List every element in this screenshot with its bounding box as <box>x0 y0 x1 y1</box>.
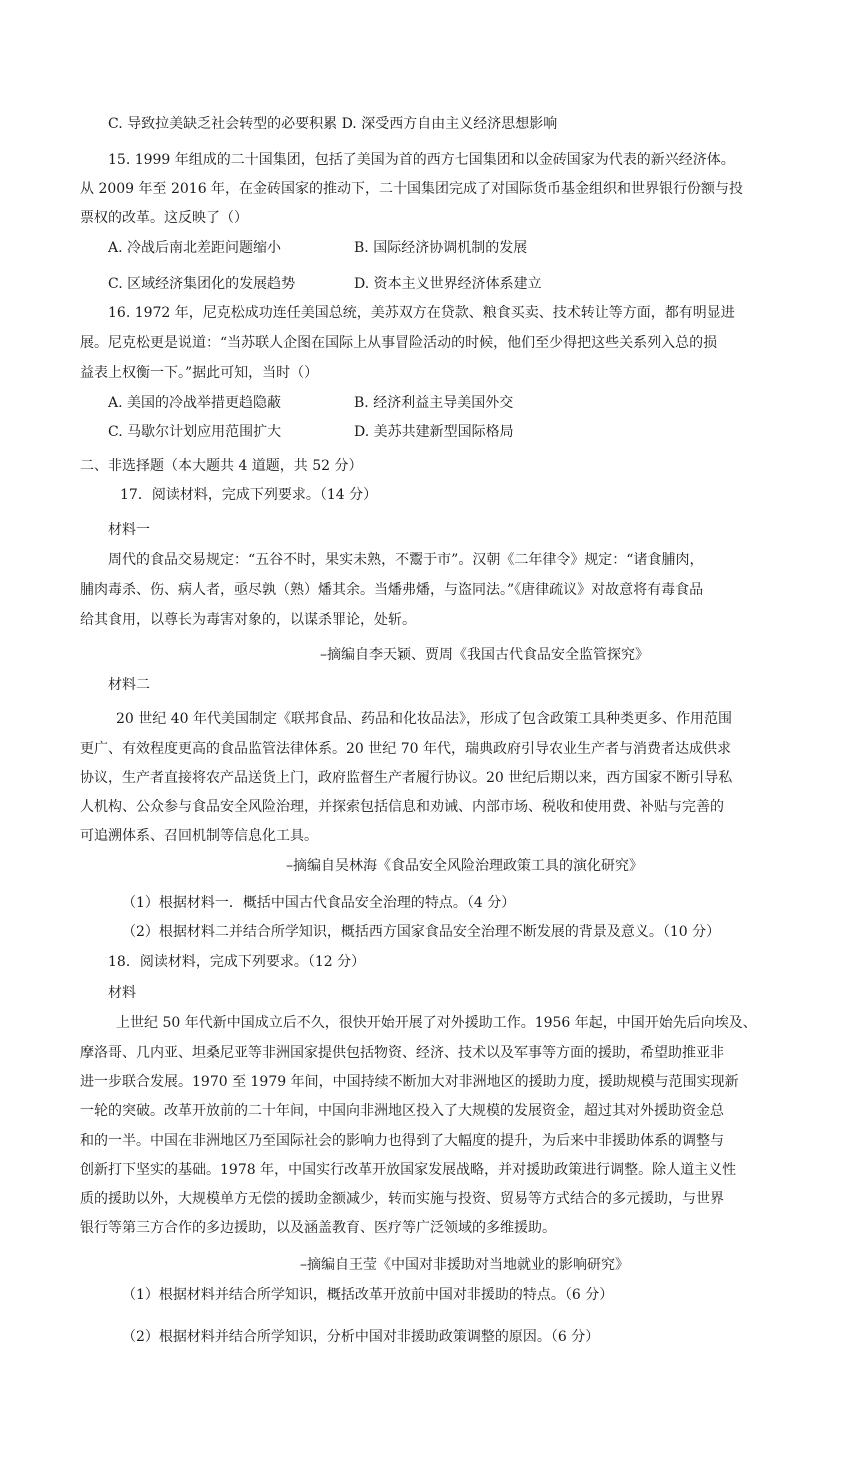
q17-material2-line-3: 协议，生产者直接将农产品送货上门，政府监督生产者履行协议。20 世纪后期以来，西方国家不断引导私 <box>80 770 733 786</box>
q18-material-line-8: 银行等第三方合作的多边援助，以及涵盖教育、医疗等广泛领域的多维援助。 <box>80 1220 556 1236</box>
q17-subquestion-1: （1）根据材料一．概括中国古代食品安全治理的特点。（4 分） <box>122 895 516 911</box>
q16-stem-line-1: 16. 1972 年，尼克松成功连任美国总统，美苏双方在贷款、粮食买卖、技术转让等方面，都有明显进 <box>108 305 735 321</box>
q17-material1-line-3: 给其食用，以尊长为毒害对象的，以谋杀罪论，处斩。 <box>80 612 416 628</box>
q18-material-line-3: 进一步联合发展。1970 至 1979 年间，中国持续不断加大对非洲地区的援助力度，援助规模与范围实现新 <box>80 1074 739 1090</box>
q18-prompt: 18．阅读材料，完成下列要求。（12 分） <box>108 954 366 970</box>
section-2-heading: 二、非选择题（本大题共 4 道题，共 52 分） <box>80 458 363 474</box>
q17-material1-source: –摘编自李天颖、贾周《我国古代食品安全监管探究》 <box>320 647 649 663</box>
q18-material-line-5: 和的一半。中国在非洲地区乃至国际社会的影响力也得到了大幅度的提升，为后来中非援助体系的调整与 <box>80 1133 724 1149</box>
q17-material2-label: 材料二 <box>108 677 150 693</box>
q18-material-label: 材料 <box>108 985 136 1001</box>
q17-prompt: 17．阅读材料，完成下列要求。（14 分） <box>120 487 378 503</box>
q17-material1-line-2: 脯肉毒杀、伤、病人者，亟尽孰（熟）燔其余。当燔弗燔，与盗同法。”《唐律疏议》对故意将有毒食品 <box>80 582 704 598</box>
q18-subquestion-2: （2）根据材料并结合所学知识，分析中国对非援助政策调整的原因。（6 分） <box>122 1329 600 1345</box>
q15-option-c: C. 区域经济集团化的发展趋势 <box>108 276 296 292</box>
q18-material-line-7: 质的援助以外，大规模单方无偿的援助金额减少，转而实施与投资、贸易等方式结合的多元援助，与世界 <box>80 1191 724 1207</box>
q18-material-line-6: 创新打下坚实的基础。1978 年，中国实行改革开放国家发展战略，并对援助政策进行调整。除人道主义性 <box>80 1162 737 1178</box>
q17-subquestion-2: （2）根据材料二并结合所学知识，概括西方国家食品安全治理不断发展的背景及意义。（10 分） <box>122 924 721 940</box>
q17-material1-label: 材料一 <box>108 522 150 538</box>
q17-material2-line-2: 更广、有效程度更高的食品监管法律体系。20 世纪 70 年代，瑞典政府引导农业生产者与消费者达成供求 <box>80 741 731 757</box>
q18-material-source: –摘编自王莹《中国对非援助对当地就业的影响研究》 <box>300 1257 629 1273</box>
q16-option-c: C. 马歇尔计划应用范围扩大 <box>108 424 282 440</box>
q18-material-line-4: 一轮的突破。改革开放前的二十年间，中国向非洲地区投入了大规模的发展资金，超过其对外援助资金总 <box>80 1103 724 1119</box>
q16-option-b: B. 经济利益主导美国外交 <box>354 395 514 411</box>
q18-material-line-2: 摩洛哥、几内亚、坦桑尼亚等非洲国家提供包括物资、经济、技术以及军事等方面的援助，希望助推亚非 <box>80 1045 724 1061</box>
q15-option-d: D. 资本主义世界经济体系建立 <box>354 276 542 292</box>
q17-material2-line-4: 人机构、公众参与食品安全风险治理，并探索包括信息和劝诫、内部市场、税收和使用费、补贴与完善的 <box>80 799 724 815</box>
q15-stem-line-2: 从 2009 年至 2016 年，在金砖国家的推动下，二十国集团完成了对国际货币基金组织和世界银行份额与投 <box>80 181 744 197</box>
q18-subquestion-1: （1）根据材料并结合所学知识，概括改革开放前中国对非援助的特点。（6 分） <box>122 1287 614 1303</box>
q17-material2-line-5: 可追溯体系、召回机制等信息化工具。 <box>80 828 318 844</box>
q16-option-d: D. 美苏共建新型国际格局 <box>354 424 514 440</box>
q16-option-a: A. 美国的冷战举措更趋隐蔽 <box>108 395 282 411</box>
q17-material2-line-1: 20 世纪 40 年代美国制定《联邦食品、药品和化妆品法》，形成了包含政策工具种类更多、作用范围 <box>116 711 732 727</box>
q17-material2-source: –摘编自吴林海《食品安全风险治理政策工具的演化研究》 <box>286 858 643 874</box>
q15-stem-line-3: 票权的改革。这反映了（） <box>80 210 248 226</box>
q15-stem-line-1: 15. 1999 年组成的二十国集团，包括了美国为首的西方七国集团和以金砖国家为代表的新兴经济体。 <box>108 152 735 168</box>
q18-material-line-1: 上世纪 50 年代新中国成立后不久，很快开始开展了对外援助工作。1956 年起，中国开始先后向埃及、 <box>116 1015 757 1031</box>
q16-stem-line-3: 益表上权衡一下。”据此可知，当时（） <box>80 365 319 381</box>
q14-options-cd: C. 导致拉美缺乏社会转型的必要积累 D. 深受西方自由主义经济思想影响 <box>108 116 558 132</box>
q16-stem-line-2: 展。尼克松更是说道：“当苏联人企图在国际上从事冒险活动的时候，他们至少得把这些关系列入总的损 <box>80 335 718 351</box>
q15-option-a: A. 冷战后南北差距问题缩小 <box>108 240 282 256</box>
q17-material1-line-1: 周代的食品交易规定：“五谷不时，果实未熟，不鬻于市”。汉朝《二年律令》规定：“诸食脯肉， <box>108 552 704 568</box>
q15-option-b: B. 国际经济协调机制的发展 <box>354 240 528 256</box>
